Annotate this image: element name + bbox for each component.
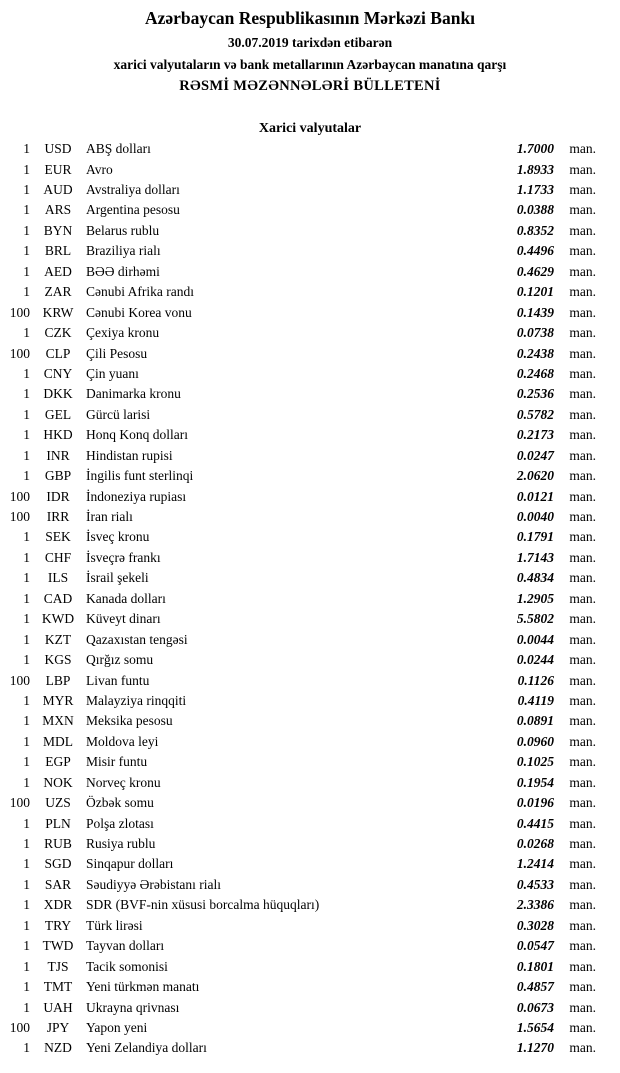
row-currency-code: USD: [44, 141, 72, 157]
table-row: [0, 529, 620, 549]
row-unit: man.: [569, 284, 596, 300]
row-rate: 0.0738: [516, 325, 554, 341]
table-row: [0, 570, 620, 590]
row-unit: man.: [569, 141, 596, 157]
row-rate: 1.8933: [516, 161, 554, 177]
row-rate: 0.1954: [516, 774, 554, 790]
table-row: [0, 938, 620, 958]
table-row: [0, 162, 620, 182]
row-unit: man.: [569, 917, 596, 933]
row-currency-code: CNY: [43, 365, 73, 381]
row-quantity: 1: [23, 836, 30, 852]
row-unit: man.: [569, 345, 596, 361]
row-currency-name: ABŞ dolları: [86, 141, 151, 157]
row-currency-code: CZK: [44, 325, 72, 341]
table-row: [0, 305, 620, 325]
row-currency-code: IRR: [46, 509, 70, 525]
row-rate: 0.1439: [516, 304, 554, 320]
row-rate: 0.1025: [516, 754, 554, 770]
row-quantity: 1: [23, 325, 30, 341]
row-quantity: 100: [9, 1019, 30, 1035]
row-currency-name: İran rialı: [86, 509, 133, 525]
row-quantity: 1: [23, 590, 30, 606]
row-quantity: 1: [23, 365, 30, 381]
table-row: [0, 1040, 620, 1060]
row-currency-name: Belarus rublu: [86, 222, 160, 238]
row-rate: 1.1733: [516, 182, 554, 198]
row-unit: man.: [569, 795, 596, 811]
row-quantity: 1: [23, 406, 30, 422]
row-unit: man.: [569, 652, 596, 668]
row-rate: 0.0960: [516, 733, 554, 749]
row-rate: 0.4415: [516, 815, 554, 831]
row-currency-name: İngilis funt sterlinqi: [86, 468, 194, 484]
row-quantity: 1: [23, 856, 30, 872]
row-currency-code: CLP: [45, 345, 71, 361]
row-unit: man.: [569, 447, 596, 463]
row-currency-code: JPY: [46, 1019, 70, 1035]
row-currency-name: Küveyt dinarı: [86, 611, 161, 627]
row-quantity: 1: [23, 938, 30, 954]
row-quantity: 1: [23, 570, 30, 586]
row-rate: 0.0196: [516, 795, 554, 811]
row-unit: man.: [569, 509, 596, 525]
table-row: [0, 959, 620, 979]
table-row: [0, 448, 620, 468]
table-row: [0, 346, 620, 366]
row-quantity: 100: [9, 509, 30, 525]
table-row: [0, 386, 620, 406]
row-unit: man.: [569, 733, 596, 749]
row-currency-name: Özbək somu: [86, 795, 154, 811]
row-currency-code: BYN: [43, 222, 73, 238]
row-currency-name: Yeni türkmən manatı: [86, 979, 200, 995]
row-currency-name: Qırğız somu: [86, 652, 154, 668]
row-currency-code: MDL: [43, 733, 73, 749]
row-currency-name: Avstraliya dolları: [86, 182, 180, 198]
row-currency-name: Danimarka kronu: [86, 386, 181, 402]
table-row: [0, 836, 620, 856]
row-currency-name: Çin yuanı: [86, 365, 139, 381]
row-currency-name: Yeni Zelandiya dolları: [86, 1040, 207, 1056]
row-currency-name: Braziliya rialı: [86, 243, 161, 259]
row-currency-name: İndoneziya rupiası: [86, 488, 187, 504]
table-row: [0, 897, 620, 917]
table-row: [0, 918, 620, 938]
row-quantity: 1: [23, 447, 30, 463]
row-quantity: 1: [23, 386, 30, 402]
row-rate: 0.4834: [516, 570, 554, 586]
row-unit: man.: [569, 386, 596, 402]
row-rate: 0.1791: [516, 529, 554, 545]
row-unit: man.: [569, 182, 596, 198]
row-quantity: 1: [23, 161, 30, 177]
row-currency-code: NOK: [43, 774, 73, 790]
table-row: [0, 1000, 620, 1020]
row-quantity: 1: [23, 182, 30, 198]
table-row: [0, 489, 620, 509]
row-quantity: 1: [23, 222, 30, 238]
row-currency-name: SDR (BVF-nin xüsusi borcalma hüquqları): [86, 897, 320, 913]
table-row: [0, 325, 620, 345]
row-rate: 1.1270: [516, 1040, 554, 1056]
row-currency-name: Polşa zlotası: [86, 815, 154, 831]
row-rate: 0.0244: [516, 652, 554, 668]
row-rate: 0.1126: [517, 672, 554, 688]
row-currency-code: EUR: [44, 161, 72, 177]
row-unit: man.: [569, 938, 596, 954]
row-currency-name: Moldova leyi: [86, 733, 159, 749]
bank-title: Azərbaycan Respublikasının Mərkəzi Bankı: [144, 8, 476, 28]
row-quantity: 1: [23, 631, 30, 647]
row-rate: 0.5782: [516, 406, 554, 422]
row-currency-code: TJS: [47, 958, 69, 974]
row-unit: man.: [569, 406, 596, 422]
row-rate: 0.0040: [516, 509, 554, 525]
row-unit: man.: [569, 611, 596, 627]
row-currency-code: EGP: [45, 754, 71, 770]
row-currency-name: Səudiyyə Ərəbistanı rialı: [86, 876, 221, 892]
table-row: [0, 611, 620, 631]
table-row: [0, 734, 620, 754]
row-unit: man.: [569, 263, 596, 279]
row-rate: 0.2468: [516, 365, 554, 381]
row-rate: 0.0268: [516, 836, 554, 852]
row-rate: 1.5654: [516, 1019, 554, 1035]
row-rate: 1.7000: [516, 141, 554, 157]
row-currency-code: XDR: [43, 897, 73, 913]
row-unit: man.: [569, 529, 596, 545]
row-currency-code: IDR: [46, 488, 70, 504]
row-currency-name: Rusiya rublu: [86, 836, 156, 852]
row-unit: man.: [569, 754, 596, 770]
row-quantity: 1: [23, 427, 30, 443]
row-unit: man.: [569, 304, 596, 320]
row-quantity: 1: [23, 549, 30, 565]
row-rate: 1.7143: [516, 549, 554, 565]
row-currency-name: Tacik somonisi: [86, 958, 168, 974]
effective-date-line: 30.07.2019 tarixdən etibarən: [227, 35, 393, 51]
row-rate: 0.3028: [516, 917, 554, 933]
row-currency-code: CAD: [43, 590, 73, 606]
row-rate: 0.2438: [516, 345, 554, 361]
row-unit: man.: [569, 672, 596, 688]
table-row: [0, 468, 620, 488]
row-unit: man.: [569, 774, 596, 790]
row-unit: man.: [569, 365, 596, 381]
row-currency-code: RUB: [44, 836, 72, 852]
row-unit: man.: [569, 999, 596, 1015]
row-quantity: 1: [23, 529, 30, 545]
row-currency-name: Çili Pesosu: [86, 345, 148, 361]
row-quantity: 1: [23, 611, 30, 627]
row-currency-name: Kanada dolları: [86, 590, 166, 606]
row-quantity: 100: [9, 345, 30, 361]
row-currency-code: MXN: [42, 713, 74, 729]
row-rate: 0.0247: [516, 447, 554, 463]
row-currency-name: Türk lirəsi: [86, 917, 143, 933]
row-currency-code: KGS: [44, 652, 72, 668]
row-unit: man.: [569, 1019, 596, 1035]
row-currency-code: HKD: [43, 427, 73, 443]
row-unit: man.: [569, 570, 596, 586]
row-unit: man.: [569, 243, 596, 259]
table-row: [0, 407, 620, 427]
row-rate: 0.4496: [516, 243, 554, 259]
row-rate: 0.0891: [516, 713, 554, 729]
row-quantity: 100: [9, 672, 30, 688]
row-quantity: 1: [23, 876, 30, 892]
row-rate: 0.4119: [517, 692, 554, 708]
row-currency-name: Misir funtu: [86, 754, 148, 770]
row-quantity: 1: [23, 733, 30, 749]
row-currency-name: Honq Konq dolları: [86, 427, 188, 443]
row-unit: man.: [569, 958, 596, 974]
row-unit: man.: [569, 325, 596, 341]
row-unit: man.: [569, 161, 596, 177]
row-rate: 1.2905: [516, 590, 554, 606]
row-currency-code: UZS: [45, 795, 71, 811]
row-currency-name: BƏƏ dirhəmi: [86, 263, 160, 279]
row-currency-code: KZT: [44, 631, 72, 647]
row-rate: 0.1201: [516, 284, 554, 300]
row-currency-code: ILS: [47, 570, 69, 586]
table-row: [0, 693, 620, 713]
row-quantity: 100: [9, 304, 30, 320]
bulletin-title: RƏSMİ MƏZƏNNƏLƏRİ BÜLLETENİ: [179, 78, 441, 95]
table-row: [0, 591, 620, 611]
row-currency-code: MYR: [42, 692, 74, 708]
row-currency-name: Argentina pesosu: [86, 202, 180, 218]
row-rate: 2.0620: [516, 468, 554, 484]
row-currency-name: Malayziya rinqqiti: [86, 692, 187, 708]
row-currency-code: BRL: [44, 243, 72, 259]
row-quantity: 1: [23, 979, 30, 995]
row-quantity: 1: [23, 263, 30, 279]
row-unit: man.: [569, 979, 596, 995]
table-row: [0, 284, 620, 304]
row-unit: man.: [569, 488, 596, 504]
row-unit: man.: [569, 815, 596, 831]
row-currency-code: SAR: [44, 876, 72, 892]
row-quantity: 1: [23, 713, 30, 729]
table-row: [0, 223, 620, 243]
table-row: [0, 713, 620, 733]
row-rate: 2.3386: [516, 897, 554, 913]
row-currency-code: UAH: [43, 999, 73, 1015]
subject-line: xarici valyutaların və bank metallarının Azərbaycan manatına qarşı: [113, 56, 507, 72]
row-quantity: 1: [23, 999, 30, 1015]
row-quantity: 1: [23, 692, 30, 708]
row-currency-code: PLN: [45, 815, 71, 831]
row-quantity: 1: [23, 774, 30, 790]
table-row: [0, 652, 620, 672]
table-row: [0, 264, 620, 284]
row-currency-code: CHF: [44, 549, 72, 565]
table-row: [0, 366, 620, 386]
row-currency-name: İsrail şekeli: [86, 570, 149, 586]
row-quantity: 1: [23, 284, 30, 300]
row-currency-name: Tayvan dolları: [86, 938, 165, 954]
row-currency-code: TRY: [44, 917, 72, 933]
row-currency-name: Qazaxıstan tengəsi: [86, 631, 188, 647]
row-currency-code: SGD: [44, 856, 72, 872]
row-unit: man.: [569, 631, 596, 647]
row-currency-name: Ukrayna qrivnası: [86, 999, 180, 1015]
rates-table: [0, 141, 620, 1061]
row-rate: 0.1801: [516, 958, 554, 974]
row-currency-code: GBP: [44, 468, 72, 484]
row-rate: 0.0673: [516, 999, 554, 1015]
table-row: [0, 979, 620, 999]
row-quantity: 100: [9, 795, 30, 811]
row-currency-name: Çexiya kronu: [86, 325, 160, 341]
row-currency-name: Hindistan rupisi: [86, 447, 173, 463]
row-quantity: 1: [23, 202, 30, 218]
row-rate: 5.5802: [516, 611, 554, 627]
table-row: [0, 754, 620, 774]
row-currency-code: NZD: [44, 1040, 72, 1056]
row-unit: man.: [569, 549, 596, 565]
row-unit: man.: [569, 897, 596, 913]
row-quantity: 1: [23, 958, 30, 974]
row-currency-code: KWD: [41, 611, 75, 627]
row-quantity: 1: [23, 652, 30, 668]
table-row: [0, 1020, 620, 1040]
row-currency-name: Livan funtu: [86, 672, 150, 688]
table-row: [0, 632, 620, 652]
row-currency-code: ARS: [44, 202, 72, 218]
row-quantity: 1: [23, 754, 30, 770]
row-rate: 0.4629: [516, 263, 554, 279]
row-currency-code: SEK: [45, 529, 71, 545]
row-unit: man.: [569, 590, 596, 606]
row-unit: man.: [569, 836, 596, 852]
row-rate: 0.0388: [516, 202, 554, 218]
row-quantity: 100: [9, 488, 30, 504]
row-unit: man.: [569, 427, 596, 443]
table-row: [0, 775, 620, 795]
row-currency-code: TWD: [42, 938, 74, 954]
row-rate: 0.0547: [516, 938, 554, 954]
table-row: [0, 673, 620, 693]
row-unit: man.: [569, 876, 596, 892]
table-row: [0, 856, 620, 876]
row-currency-name: Yapon yeni: [86, 1019, 148, 1035]
row-quantity: 1: [23, 917, 30, 933]
row-currency-name: Sinqapur dolları: [86, 856, 174, 872]
row-currency-name: Meksika pesosu: [86, 713, 173, 729]
row-rate: 0.0044: [516, 631, 554, 647]
row-quantity: 1: [23, 815, 30, 831]
row-rate: 0.0121: [516, 488, 554, 504]
document-header: [0, 8, 620, 95]
table-row: [0, 795, 620, 815]
row-unit: man.: [569, 222, 596, 238]
table-row: [0, 877, 620, 897]
row-currency-name: İsveç kronu: [86, 529, 150, 545]
row-currency-code: AUD: [43, 182, 73, 198]
row-quantity: 1: [23, 243, 30, 259]
row-currency-code: LBP: [45, 672, 71, 688]
row-currency-code: AED: [44, 263, 72, 279]
row-currency-code: INR: [46, 447, 70, 463]
row-rate: 0.4533: [516, 876, 554, 892]
row-quantity: 1: [23, 897, 30, 913]
row-currency-name: İsveçrə frankı: [86, 549, 161, 565]
table-row: [0, 550, 620, 570]
row-currency-code: GEL: [44, 406, 72, 422]
row-unit: man.: [569, 1040, 596, 1056]
row-currency-code: DKK: [43, 386, 73, 402]
row-rate: 0.8352: [516, 222, 554, 238]
row-rate: 0.4857: [516, 979, 554, 995]
row-currency-name: Avro: [86, 161, 113, 177]
row-rate: 0.2536: [516, 386, 554, 402]
row-currency-code: TMT: [43, 979, 73, 995]
row-rate: 0.2173: [516, 427, 554, 443]
table-row: [0, 427, 620, 447]
table-row: [0, 509, 620, 529]
row-currency-code: ZAR: [44, 284, 72, 300]
table-row: [0, 202, 620, 222]
row-quantity: 1: [23, 468, 30, 484]
table-row: [0, 243, 620, 263]
row-quantity: 1: [23, 1040, 30, 1056]
section-title: Xarici valyutalar: [258, 121, 362, 137]
row-unit: man.: [569, 692, 596, 708]
row-currency-name: Gürcü larisi: [86, 406, 151, 422]
table-row: [0, 141, 620, 161]
row-currency-name: Cənubi Korea vonu: [86, 304, 192, 320]
row-unit: man.: [569, 202, 596, 218]
table-row: [0, 816, 620, 836]
row-unit: man.: [569, 856, 596, 872]
row-currency-name: Cənubi Afrika randı: [86, 284, 194, 300]
row-rate: 1.2414: [516, 856, 554, 872]
row-quantity: 1: [23, 141, 30, 157]
row-currency-name: Norveç kronu: [86, 774, 161, 790]
row-unit: man.: [569, 713, 596, 729]
row-unit: man.: [569, 468, 596, 484]
table-row: [0, 182, 620, 202]
row-currency-code: KRW: [42, 304, 74, 320]
